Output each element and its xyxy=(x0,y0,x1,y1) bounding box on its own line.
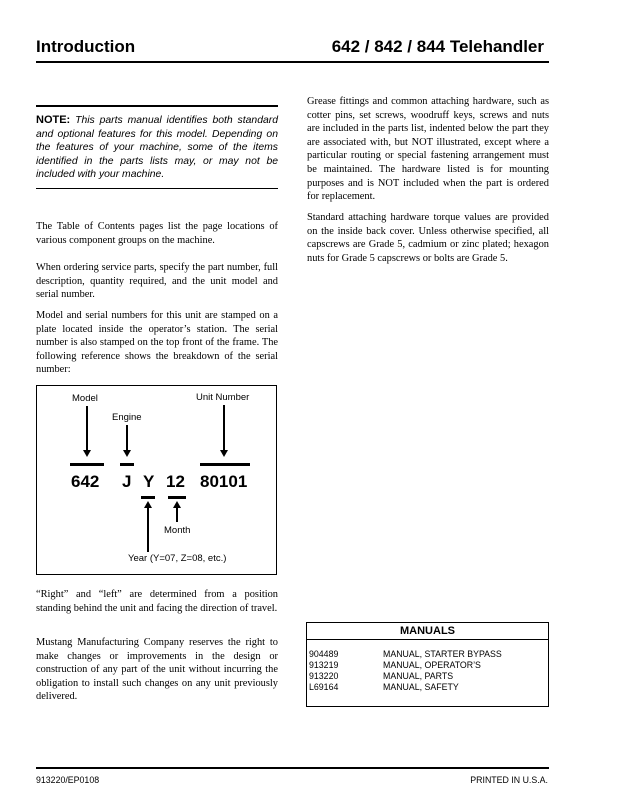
arrow-engine-head xyxy=(123,450,131,457)
header-section-title: Introduction xyxy=(36,37,136,56)
manual-part-number: 904489 xyxy=(309,649,339,659)
arrow-year xyxy=(147,507,149,552)
arrow-unit-number xyxy=(223,405,225,451)
manual-description: MANUAL, PARTS xyxy=(383,671,454,681)
bar-year xyxy=(141,496,155,499)
arrow-month xyxy=(176,507,178,522)
label-model: Model xyxy=(72,393,98,404)
arrow-unit-number-head xyxy=(220,450,228,457)
paragraph-reserves-right: Mustang Manufacturing Company reserves the right to make changes or improvements in the design or construction of any part of the unit without incurring the obligation to install such changes on any unit previously delivered. xyxy=(36,637,278,703)
table-row xyxy=(309,682,548,693)
serial-model: 642 xyxy=(71,472,100,491)
paragraph-table-of-contents: The Table of Contents pages list the page locations of various component groups on the machine. xyxy=(36,221,278,246)
serial-month: 12 xyxy=(166,472,185,491)
manual-part-number: 913220 xyxy=(309,671,339,681)
manual-description: MANUAL, SAFETY xyxy=(383,682,459,692)
table-row xyxy=(309,671,548,682)
note-text: This parts manual identifies both standard and optional features for this model. Depending on the features of your machine, some of the items identified in the parts lists may, or may not be included with your machine. xyxy=(36,115,278,181)
bar-month xyxy=(168,496,186,499)
manual-part-number: 913219 xyxy=(309,660,339,670)
serial-year: Y xyxy=(143,472,155,491)
paragraph-grease-fittings: Grease fittings and common attaching hardware, such as cotter pins, set screws, woodruff keys, screws and nuts are included in the parts list, indented below the part they are associated with, but NOT illustrated, except where a particular routing or special fastening arrangement must be maintained. The hardware listed is for mounting purposes and is NOT included when the part is ordered for replacement. xyxy=(307,96,549,203)
note-top-rule xyxy=(36,105,278,107)
header-rule xyxy=(36,61,549,63)
arrow-model-head xyxy=(83,450,91,457)
paragraph-right-left: “Right” and “left” are determined from a position standing behind the unit and facing the direction of travel. xyxy=(36,589,278,614)
note-block xyxy=(36,114,278,182)
label-month: Month xyxy=(164,525,191,536)
manuals-list xyxy=(307,640,548,693)
serial-engine: J xyxy=(122,472,132,491)
table-row xyxy=(309,660,548,671)
manual-description: MANUAL, STARTER BYPASS xyxy=(383,649,502,659)
bar-unit-number xyxy=(200,463,250,466)
paragraph-torque-values: Standard attaching hardware torque values are provided on the inside back cover. Unless otherwise specified, all capscrews are Grade 5, cadmium or zinc plated; hexagon nuts for Grade 5 capscrews or bolts are Grade 5. xyxy=(307,212,549,264)
header-product-title: 642 / 842 / 844 Telehandler xyxy=(331,37,544,56)
paragraph-serial-location: Model and serial numbers for this unit are stamped on a plate located inside the operator’s station. The serial number is also stamped on the top front of the frame. The following reference shows the breakdown of the serial number: xyxy=(36,310,278,376)
manual-part-number: L69164 xyxy=(309,682,339,692)
arrow-model xyxy=(86,406,88,451)
manuals-title: MANUALS xyxy=(307,623,548,640)
note-label: NOTE: xyxy=(36,114,71,126)
label-engine: Engine xyxy=(112,412,142,423)
paragraph-ordering-parts: When ordering service parts, specify the part number, full description, quantity required, and the unit model and serial number. xyxy=(36,262,278,301)
footer-printed: PRINTED IN U.S.A. xyxy=(470,775,548,785)
bar-model xyxy=(70,463,104,466)
footer-rule xyxy=(36,767,549,769)
label-year: Year (Y=07, Z=08, etc.) xyxy=(128,553,227,564)
manuals-table xyxy=(306,622,549,707)
label-unit-number: Unit Number xyxy=(196,392,250,403)
serial-unit: 80101 xyxy=(200,472,248,491)
arrow-engine xyxy=(126,425,128,451)
note-bottom-rule xyxy=(36,188,278,189)
table-row xyxy=(309,649,548,660)
manual-description: MANUAL, OPERATOR’S xyxy=(383,660,481,670)
bar-engine xyxy=(120,463,134,466)
footer-doc-number: 913220/EP0108 xyxy=(36,775,100,785)
